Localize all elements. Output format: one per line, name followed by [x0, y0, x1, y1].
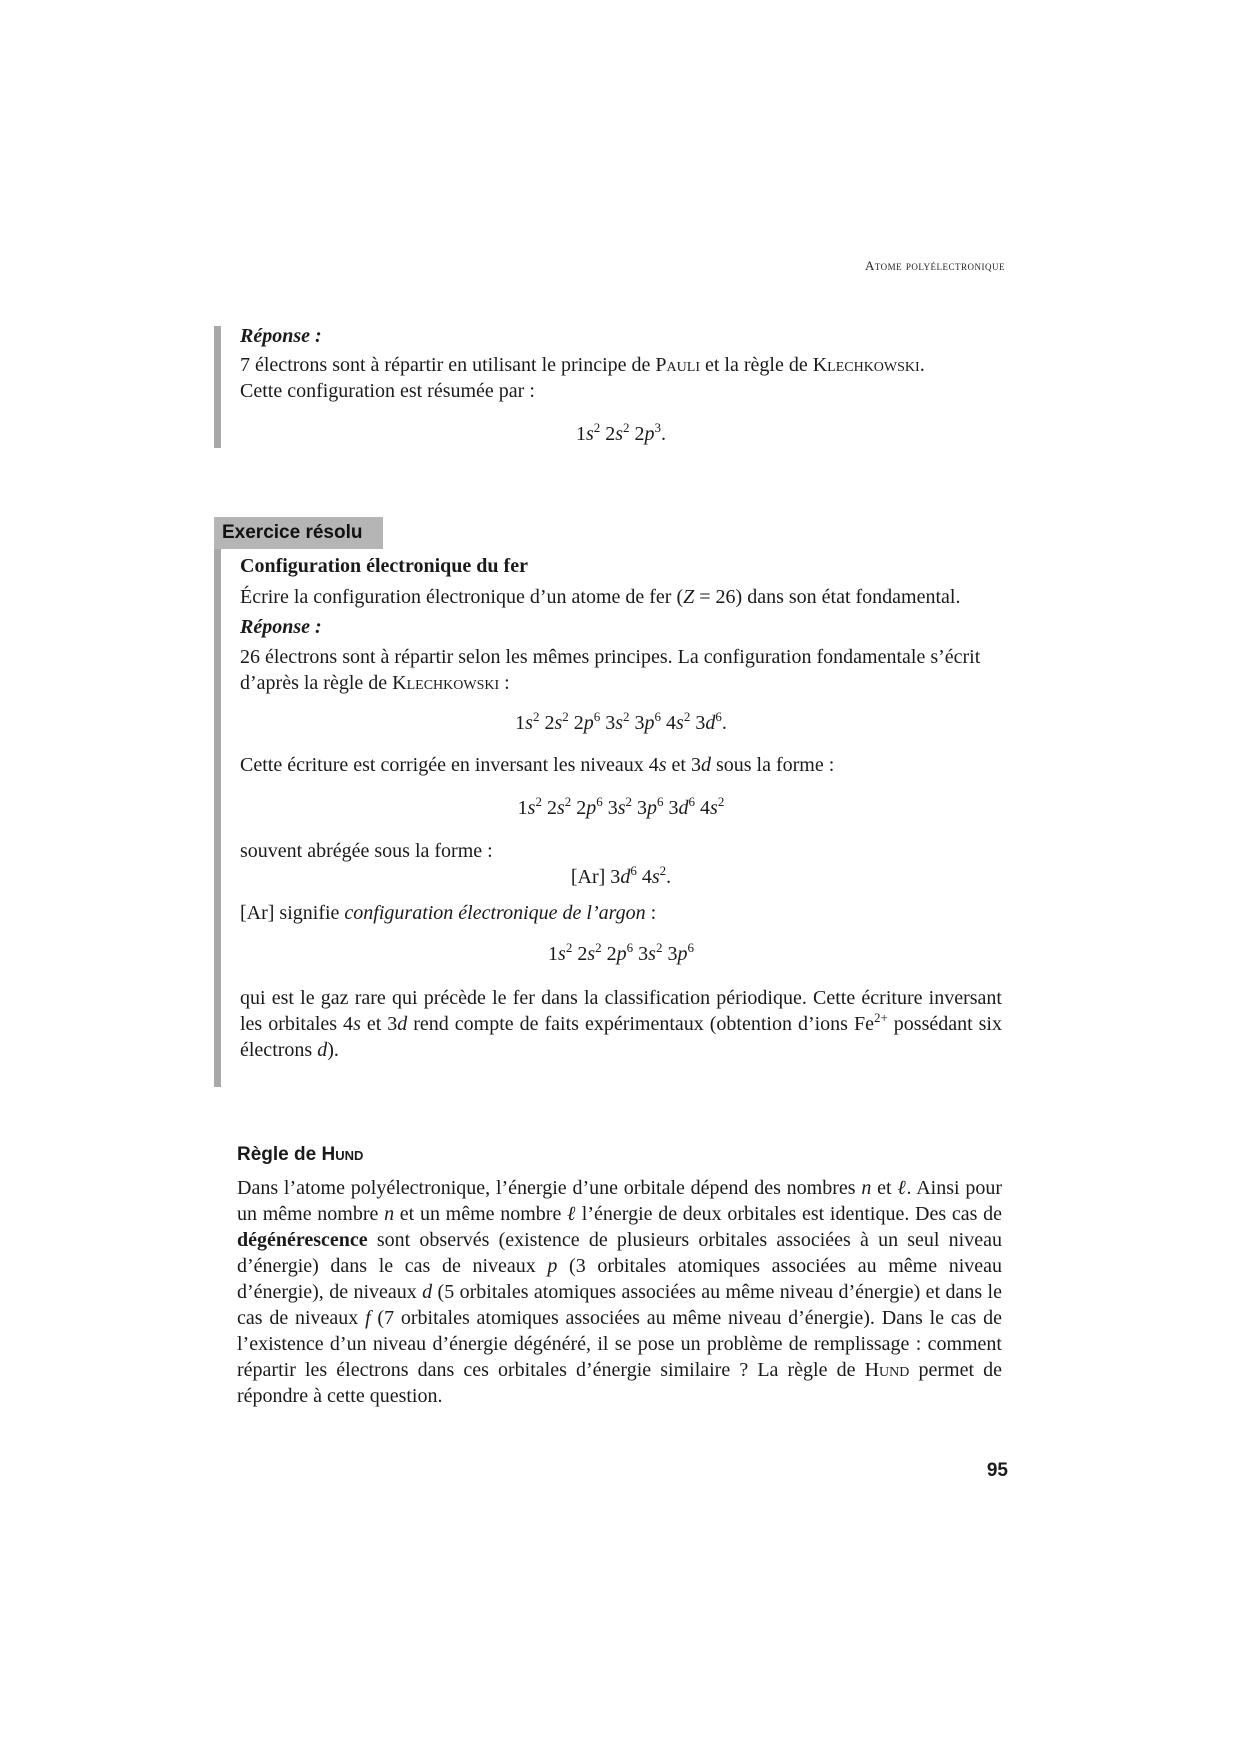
iron-config-abbreviated-formula: [Ar] $3d^6$ $4s^2$.	[570, 863, 672, 888]
hund-section-title: Règle de Hund	[237, 1144, 364, 1165]
exercise-paragraph-2: Cette écriture est corrigée en inversant les niveaux 4s et 3d sous la forme :	[240, 754, 835, 776]
argon-config-formula: $1s^2$ $2s^2$ $2p^6$ $3s^2$ $3p^6$	[548, 940, 694, 965]
response-text-line2: Cette configuration est résumée par :	[240, 380, 535, 402]
exercise-statement: Écrire la configuration électronique d’un atome de fer (Z = 26) dans son état fondamental.	[240, 586, 961, 608]
iron-config-corrected-formula: $1s^2$ $2s^2$ $2p^6$ $3s^2$ $3p^6$ $3d^6$ $4s^2$	[517, 794, 725, 819]
response-label: Réponse :	[240, 325, 322, 347]
iron-config-klechkowski-formula: $1s^2$ $2s^2$ $2p^6$ $3s^2$ $3p^6$ $4s^2$ $3d^6$.	[515, 709, 727, 734]
page-number: 95	[986, 1460, 1008, 1481]
response-text-line1: 7 électrons sont à répartir en utilisant le principe de Pauli et la règle de Klechkowski.	[240, 354, 925, 376]
running-head: Atome polyélectronique	[864, 258, 1005, 273]
exercise-answer-label: Réponse :	[240, 616, 322, 638]
response-sidebar-bar	[214, 326, 221, 448]
response-block	[240, 323, 1002, 447]
exercise-paragraph-5: qui est le gaz rare qui précède le fer dans la classification périodique. Cette écriture inversant les orbitales 4s et 3d rend compte de faits expérimentaux (obtention d’ions $Fe^{2+}$ possédant six électrons d).	[240, 987, 1002, 1061]
nitrogen-configuration-formula: $1s^2$ $2s^2$ $2p^3$.	[575, 420, 667, 445]
exercise-title: Configuration électronique du fer	[240, 555, 528, 577]
exercise-sidebar-bar	[214, 549, 221, 1087]
hund-paragraph-block	[237, 1175, 1002, 1409]
exercise-tab-label: Exercice résolu	[214, 517, 383, 549]
exercise-paragraph-4: [Ar] signifie configuration électronique de l’argon :	[240, 902, 657, 924]
exercise-paragraph-3: souvent abrégée sous la forme :	[240, 840, 493, 862]
hund-paragraph: Dans l’atome polyélectronique, l’énergie d’une orbitale dépend des nombres n et ℓ. Ainsi pour un même nombre n et un même nombre ℓ l’énergie de deux orbitales est identique. Des cas de dégénérescence sont observés (existence de plusieurs orbitales associées à un seul niveau d’énergie) dans le cas de niveaux p (3 orbitales atomiques associées au même niveau d’énergie), de niveaux d (5 orbitales atomiques associées au même niveau d’énergie) et dans le cas de niveaux f (7 orbitales atomiques associées au même niveau d’énergie). Dans le cas de l’existence d’un niveau d’énergie dégénéré, il se pose un problème de remplissage : comment répartir les électrons dans ces orbitales d’énergie similaire ? La règle de Hund permet de répondre à cette question.	[237, 1177, 1003, 1407]
exercise-block	[240, 553, 1002, 1063]
exercise-paragraph-1: 26 électrons sont à répartir selon les mêmes principes. La configuration fondamentale s’écrit d’après la règle de Klechkowski :	[240, 646, 981, 694]
